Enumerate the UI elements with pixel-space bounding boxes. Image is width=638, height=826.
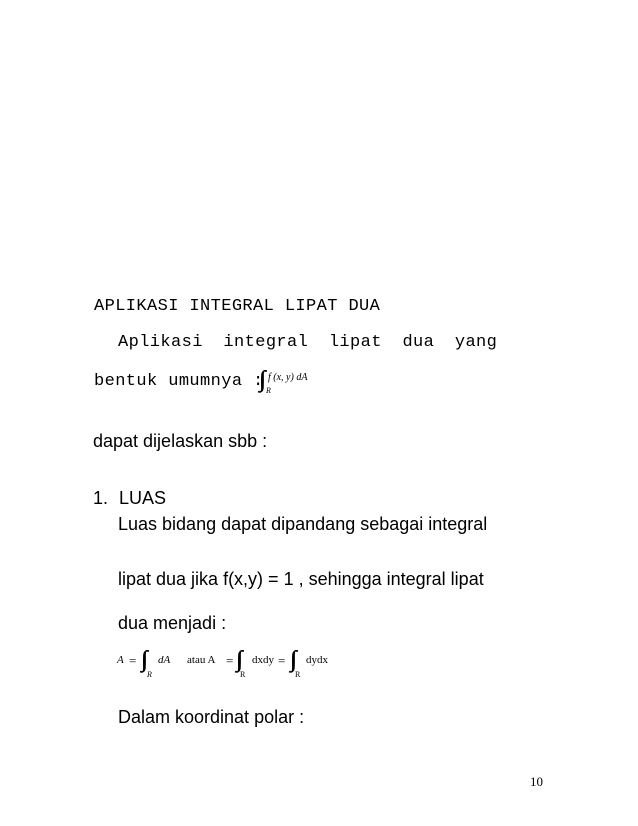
formula-area-term-1: dA (158, 654, 171, 666)
section-title: LUAS (119, 488, 167, 508)
formula-general (260, 366, 308, 395)
formula-area-connector: atau A (187, 654, 216, 666)
section-body-line-2: lipat dua jika f(x,y) = 1 , sehingga integral lipat (118, 569, 484, 589)
section-heading (93, 488, 166, 509)
formula-area-term-3: dydx (306, 654, 328, 666)
formula-area-region-2: R (240, 670, 246, 679)
section-body-line-1: Luas bidang dapat dipandang sebagai integral (118, 514, 488, 534)
explained-text: dapat dijelaskan sbb : (93, 431, 268, 451)
formula-area-eq-2: = (226, 653, 234, 668)
intro-line-2: bentuk umumnya : (94, 372, 264, 391)
section-body-line-3: dua menjadi : (118, 613, 227, 633)
formula-area-region-1: R (147, 670, 152, 679)
formula-area-lhs: A (117, 654, 124, 666)
heading: APLIKASI INTEGRAL LIPAT DUA (94, 297, 381, 316)
formula-area-region-3: R (295, 670, 301, 679)
formula-area-eq-3: = (278, 653, 286, 668)
section-number: 1. (93, 488, 109, 508)
formula-integrand: f (x, y) dA (268, 372, 308, 383)
intro-line-1: Aplikasi integral lipat dua yang (118, 333, 498, 352)
formula-area-eq-1: = (129, 653, 137, 668)
formula-area (115, 648, 355, 680)
formula-area-term-2: dxdy (252, 654, 274, 666)
formula-region: R (266, 386, 271, 395)
page-number: 10 (530, 774, 543, 789)
polar-intro: Dalam koordinat polar : (118, 707, 305, 727)
